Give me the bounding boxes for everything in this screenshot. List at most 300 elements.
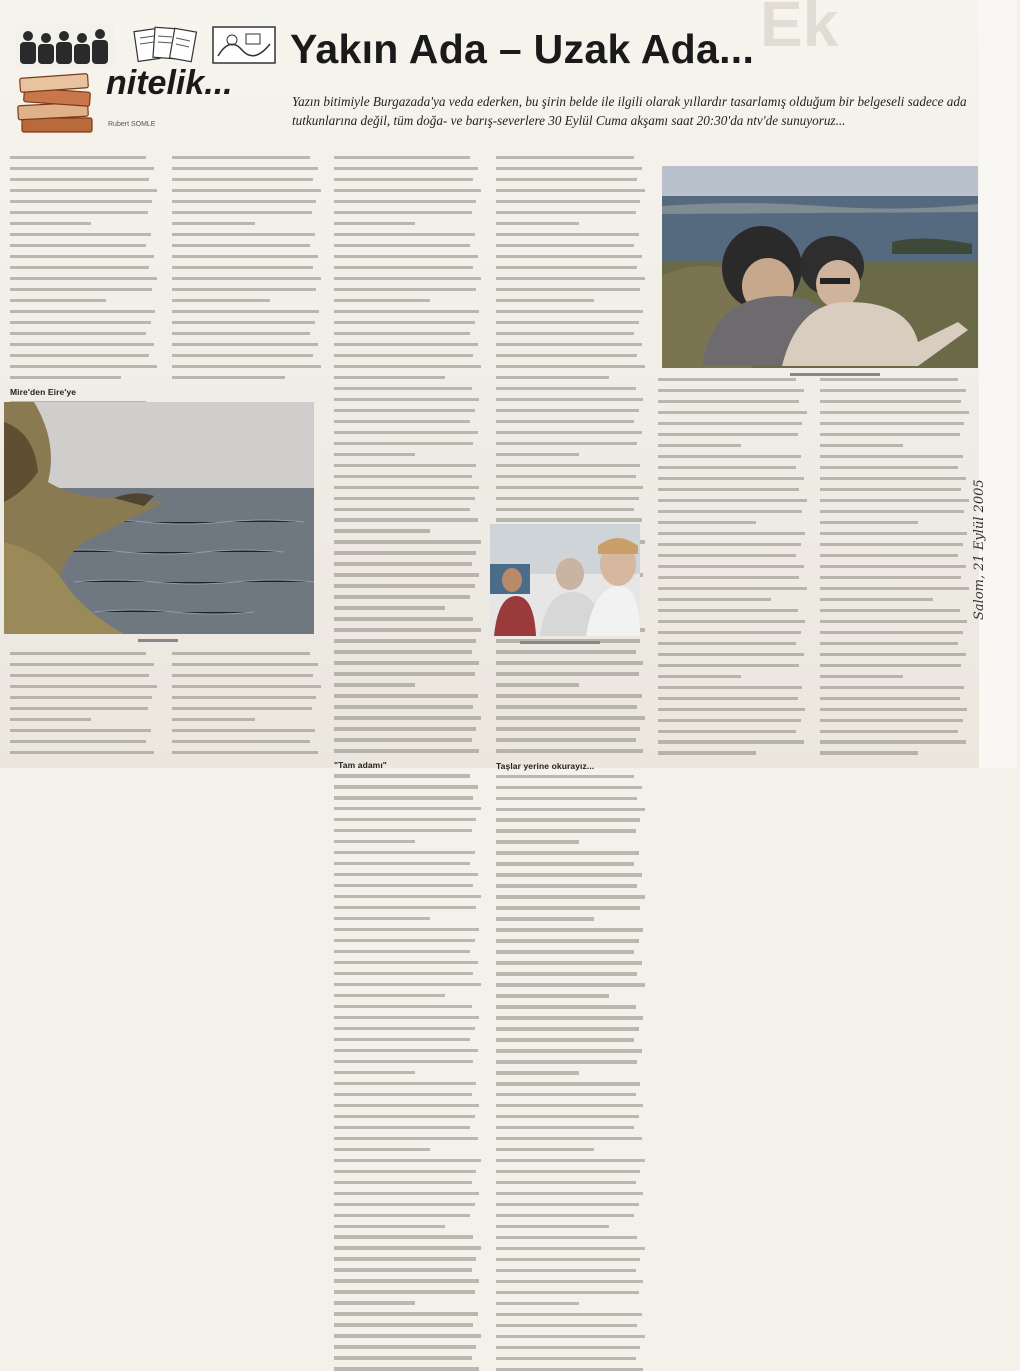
text-line xyxy=(172,167,318,170)
text-line xyxy=(334,244,470,247)
text-line xyxy=(658,510,802,513)
text-line xyxy=(658,631,801,634)
text-line xyxy=(496,1038,634,1041)
newspapers-icon xyxy=(134,24,200,66)
text-line xyxy=(820,521,918,524)
text-line xyxy=(172,222,255,225)
text-line xyxy=(172,244,310,247)
text-line xyxy=(658,466,796,469)
text-line xyxy=(496,1313,642,1316)
text-line xyxy=(496,1269,636,1272)
text-line xyxy=(658,609,798,612)
text-line xyxy=(10,189,157,192)
text-line xyxy=(334,738,472,741)
text-line xyxy=(334,518,478,521)
text-line xyxy=(10,376,121,379)
text-line xyxy=(496,961,642,964)
text-line xyxy=(658,444,741,447)
text-line xyxy=(172,156,310,159)
text-line xyxy=(496,354,637,357)
text-line xyxy=(658,751,756,754)
text-line xyxy=(172,707,312,710)
text-line xyxy=(496,716,645,719)
body-text-block xyxy=(172,156,322,379)
text-line xyxy=(334,906,476,909)
text-line xyxy=(334,529,430,532)
text-line xyxy=(658,686,802,689)
text-line xyxy=(172,200,316,203)
text-line xyxy=(820,389,966,392)
text-line xyxy=(496,983,645,986)
text-line xyxy=(496,1027,639,1030)
body-text-block xyxy=(496,775,646,1371)
handwritten-date-note: Salom, 21 Eylül 2005 xyxy=(972,479,987,620)
text-line xyxy=(496,277,645,280)
text-line xyxy=(496,705,637,708)
text-line xyxy=(334,796,473,799)
text-line xyxy=(820,587,969,590)
text-line xyxy=(334,464,476,467)
text-line xyxy=(334,694,478,697)
text-line xyxy=(172,266,313,269)
text-line xyxy=(10,156,146,159)
text-line xyxy=(172,288,316,291)
text-line xyxy=(334,1126,470,1129)
text-line xyxy=(658,455,801,458)
text-line xyxy=(496,786,642,789)
text-line xyxy=(334,1268,472,1271)
text-line xyxy=(10,696,152,699)
text-line xyxy=(496,211,636,214)
text-line xyxy=(820,642,958,645)
text-line xyxy=(10,310,155,313)
text-line xyxy=(10,277,157,280)
text-line xyxy=(820,675,903,678)
text-line xyxy=(496,661,643,664)
body-text-block xyxy=(10,652,158,754)
text-line xyxy=(334,573,479,576)
subhead-mire: Mire'den Eire'ye xyxy=(10,386,77,397)
text-line xyxy=(496,332,634,335)
body-text-block xyxy=(10,156,158,379)
text-line xyxy=(496,1016,643,1019)
body-text-block xyxy=(820,378,970,755)
text-line xyxy=(658,740,804,743)
text-line xyxy=(496,797,637,800)
text-line xyxy=(496,222,579,225)
subhead-taslar: Taşlar yerine okurayız... xyxy=(496,760,595,771)
text-line xyxy=(334,156,470,159)
text-line xyxy=(658,598,771,601)
text-line xyxy=(496,873,642,876)
photo-caption xyxy=(138,638,178,644)
text-line xyxy=(496,508,634,511)
text-line xyxy=(334,1159,481,1162)
text-line xyxy=(496,409,639,412)
text-line xyxy=(820,708,967,711)
text-line xyxy=(334,650,472,653)
text-line xyxy=(10,652,146,655)
text-line xyxy=(334,354,473,357)
text-line xyxy=(334,606,445,609)
text-line xyxy=(334,1082,476,1085)
body-text-block xyxy=(334,156,482,753)
text-line xyxy=(334,1246,481,1249)
text-line xyxy=(10,244,146,247)
text-line xyxy=(334,1170,476,1173)
text-line xyxy=(334,829,472,832)
text-line xyxy=(658,400,799,403)
text-line xyxy=(172,211,312,214)
text-line xyxy=(334,398,479,401)
text-line xyxy=(496,840,579,843)
text-line xyxy=(496,808,645,811)
text-line xyxy=(10,751,154,754)
text-line xyxy=(820,730,958,733)
text-line xyxy=(658,675,741,678)
text-line xyxy=(496,683,579,686)
text-line xyxy=(334,475,472,478)
body-text-block xyxy=(172,652,322,754)
text-line xyxy=(820,510,964,513)
text-line xyxy=(496,310,643,313)
text-line xyxy=(496,189,645,192)
text-line xyxy=(658,499,807,502)
text-line xyxy=(334,1093,472,1096)
photo-cliff-sea xyxy=(4,402,314,634)
text-line xyxy=(172,255,318,258)
text-line xyxy=(172,332,310,335)
text-line xyxy=(334,540,481,543)
text-line xyxy=(172,178,313,181)
text-line xyxy=(658,422,802,425)
text-line xyxy=(334,486,479,489)
text-line xyxy=(820,620,967,623)
text-line xyxy=(334,1104,479,1107)
text-line xyxy=(820,598,933,601)
text-line xyxy=(334,807,481,810)
text-line xyxy=(496,1258,640,1261)
text-line xyxy=(496,749,643,752)
text-line xyxy=(658,565,804,568)
text-line xyxy=(496,1170,640,1173)
text-line xyxy=(658,477,804,480)
text-line xyxy=(496,738,636,741)
text-line xyxy=(334,939,475,942)
text-line xyxy=(496,1082,640,1085)
text-line xyxy=(334,409,475,412)
text-line xyxy=(496,928,643,931)
text-line xyxy=(334,442,473,445)
text-line xyxy=(334,420,470,423)
text-line xyxy=(334,1257,476,1260)
text-line xyxy=(10,233,151,236)
text-line xyxy=(658,521,756,524)
text-line xyxy=(334,255,478,258)
text-line xyxy=(334,862,470,865)
text-line xyxy=(334,1334,481,1337)
text-line xyxy=(496,464,640,467)
text-line xyxy=(658,664,799,667)
text-line xyxy=(496,906,640,909)
text-line xyxy=(496,1335,645,1338)
text-line xyxy=(334,562,472,565)
photo-three-people xyxy=(490,524,640,636)
people-group-icon xyxy=(16,24,114,66)
text-line xyxy=(334,1148,430,1151)
text-line xyxy=(172,310,319,313)
article-title: Yakın Ada – Uzak Ada... xyxy=(290,26,755,72)
text-line xyxy=(496,1302,579,1305)
text-line xyxy=(172,365,321,368)
text-line xyxy=(334,497,475,500)
text-line xyxy=(496,1192,643,1195)
text-line xyxy=(10,729,151,732)
text-line xyxy=(658,708,805,711)
text-line xyxy=(334,683,415,686)
text-line xyxy=(496,1126,634,1129)
text-line xyxy=(496,895,645,898)
text-line xyxy=(334,1137,478,1140)
text-line xyxy=(334,1214,470,1217)
text-line xyxy=(658,488,799,491)
text-line xyxy=(334,387,472,390)
text-line xyxy=(496,1280,643,1283)
text-line xyxy=(10,707,148,710)
text-line xyxy=(496,818,640,821)
text-line xyxy=(820,488,961,491)
text-line xyxy=(334,661,479,664)
text-line xyxy=(658,620,805,623)
text-line xyxy=(334,167,478,170)
text-line xyxy=(496,518,642,521)
text-line xyxy=(10,288,152,291)
text-line xyxy=(820,499,969,502)
text-line xyxy=(10,365,157,368)
text-line xyxy=(496,862,634,865)
text-line xyxy=(496,1247,645,1250)
text-line xyxy=(172,696,316,699)
text-line xyxy=(496,851,639,854)
text-line xyxy=(172,751,318,754)
text-line xyxy=(172,674,313,677)
text-line xyxy=(334,983,481,986)
text-line xyxy=(658,389,804,392)
text-line xyxy=(334,508,470,511)
text-line xyxy=(172,321,315,324)
text-line xyxy=(820,686,964,689)
text-line xyxy=(10,222,91,225)
text-line xyxy=(334,189,481,192)
text-line xyxy=(496,1005,636,1008)
text-line xyxy=(10,266,149,269)
text-line xyxy=(10,343,154,346)
text-line xyxy=(658,554,796,557)
text-line xyxy=(334,873,478,876)
text-line xyxy=(334,595,470,598)
text-line xyxy=(820,532,967,535)
text-line xyxy=(334,727,476,730)
text-line xyxy=(820,664,961,667)
text-line xyxy=(10,674,149,677)
photo-couple-seaside xyxy=(662,166,978,368)
text-line xyxy=(496,288,640,291)
text-line xyxy=(496,1324,637,1327)
text-line xyxy=(496,694,642,697)
text-line xyxy=(10,663,154,666)
text-line xyxy=(172,277,321,280)
text-line xyxy=(496,939,639,942)
text-line xyxy=(820,444,903,447)
text-line xyxy=(334,1027,475,1030)
text-line xyxy=(820,466,958,469)
text-line xyxy=(334,716,481,719)
text-line xyxy=(820,378,958,381)
text-line xyxy=(334,749,479,752)
text-line xyxy=(496,475,636,478)
text-line xyxy=(658,653,804,656)
text-line xyxy=(334,884,473,887)
text-line xyxy=(334,1016,479,1019)
text-line xyxy=(334,233,475,236)
text-line xyxy=(496,387,636,390)
text-line xyxy=(334,851,475,854)
text-line xyxy=(334,1312,478,1315)
text-line xyxy=(334,1356,472,1359)
text-line xyxy=(496,1159,645,1162)
body-text-block xyxy=(658,378,808,755)
text-line xyxy=(334,785,478,788)
lead-paragraph: Yazın bitimiyle Burgazada'ya veda ederken, bu şirin belde ile ilgili olarak yıllardır tasarlamış olduğum bir belgeseli sadece ada tutkunlarına değil, tüm doğa- ve barış-severlere 30 Eylül Cuma akşamı saat 20:30'da ntv'de sunuyoruz... xyxy=(292,94,967,128)
text-line xyxy=(496,167,642,170)
photo-caption xyxy=(790,372,880,378)
text-line xyxy=(334,288,476,291)
column-3 xyxy=(334,156,482,771)
text-line xyxy=(10,354,149,357)
text-line xyxy=(334,961,478,964)
section-heading: nitelik... xyxy=(106,64,233,102)
text-line xyxy=(334,1115,475,1118)
text-line xyxy=(172,718,255,721)
text-line xyxy=(334,774,470,777)
text-line xyxy=(820,433,960,436)
text-line xyxy=(496,1214,634,1217)
text-line xyxy=(496,365,645,368)
text-line xyxy=(334,1345,476,1348)
text-line xyxy=(172,189,321,192)
column-4 xyxy=(496,156,646,771)
text-line xyxy=(496,156,634,159)
text-line xyxy=(334,950,470,953)
text-line xyxy=(496,1203,639,1206)
text-line xyxy=(496,420,634,423)
text-line xyxy=(496,972,637,975)
text-line xyxy=(334,818,476,821)
text-line xyxy=(334,277,481,280)
text-line xyxy=(820,422,964,425)
text-line xyxy=(820,719,963,722)
text-line xyxy=(496,453,579,456)
text-line xyxy=(496,1225,609,1228)
body-text-block xyxy=(334,774,482,1371)
text-line xyxy=(496,266,637,269)
column-2-top xyxy=(172,156,322,392)
text-line xyxy=(334,1225,445,1228)
column-5 xyxy=(658,378,808,764)
text-line xyxy=(820,554,958,557)
byline: Rubert SOMLE xyxy=(108,121,156,128)
text-line xyxy=(496,442,637,445)
text-line xyxy=(820,543,963,546)
text-line xyxy=(496,650,636,653)
text-line xyxy=(334,917,430,920)
text-line xyxy=(496,727,640,730)
text-line xyxy=(496,1291,639,1294)
text-line xyxy=(10,211,148,214)
text-line xyxy=(10,332,146,335)
text-line xyxy=(496,1071,579,1074)
text-line xyxy=(496,1181,636,1184)
stacked-books-icon xyxy=(16,70,98,138)
text-line xyxy=(496,829,636,832)
text-line xyxy=(820,400,961,403)
text-line xyxy=(496,884,637,887)
text-line xyxy=(334,332,470,335)
text-line xyxy=(10,718,91,721)
text-line xyxy=(658,433,798,436)
column-2-bottom xyxy=(172,652,322,764)
text-line xyxy=(334,1235,473,1238)
text-line xyxy=(658,587,807,590)
text-line xyxy=(334,365,481,368)
text-line xyxy=(496,1093,636,1096)
text-line xyxy=(658,642,796,645)
text-line xyxy=(496,672,639,675)
text-line xyxy=(10,740,146,743)
text-line xyxy=(820,455,963,458)
text-line xyxy=(334,222,415,225)
paper-margin xyxy=(979,0,1017,768)
text-line xyxy=(334,1181,472,1184)
text-line xyxy=(334,551,476,554)
text-line xyxy=(496,431,642,434)
text-line xyxy=(658,697,798,700)
text-line xyxy=(334,617,473,620)
text-line xyxy=(334,639,476,642)
bleed-through-text: Ek xyxy=(760,0,839,60)
text-line xyxy=(334,994,445,997)
text-line xyxy=(334,266,473,269)
text-line xyxy=(496,1049,642,1052)
text-line xyxy=(496,299,594,302)
text-line xyxy=(172,729,315,732)
text-line xyxy=(334,1290,475,1293)
text-line xyxy=(658,411,807,414)
text-line xyxy=(334,840,415,843)
text-line xyxy=(496,950,634,953)
text-line xyxy=(496,376,609,379)
text-line xyxy=(334,321,475,324)
text-line xyxy=(334,928,479,931)
text-line xyxy=(334,1192,479,1195)
text-line xyxy=(496,497,639,500)
text-line xyxy=(496,233,639,236)
text-line xyxy=(334,178,473,181)
text-line xyxy=(334,672,475,675)
text-line xyxy=(496,486,643,489)
photo-caption xyxy=(520,640,600,646)
text-line xyxy=(496,1236,637,1239)
